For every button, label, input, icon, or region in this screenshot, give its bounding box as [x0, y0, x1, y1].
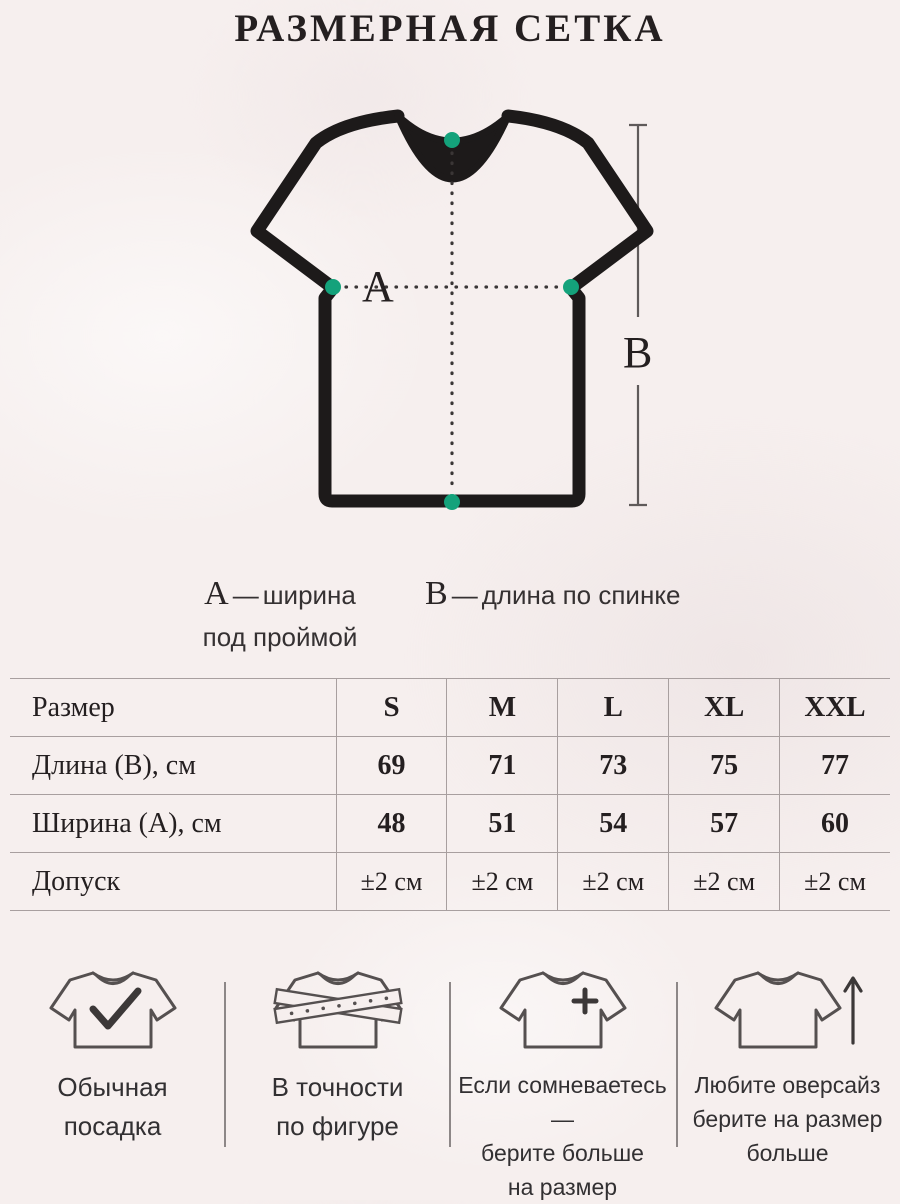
- size-table: [10, 678, 890, 911]
- tshirt-diagram-icon: [230, 95, 680, 530]
- legend-a-text-line2: под проймой: [202, 622, 358, 652]
- length-m: 71: [446, 737, 557, 794]
- tshirt-plus-icon: [483, 958, 643, 1058]
- dotted-guide-lines: [346, 153, 560, 493]
- legend-length: [425, 575, 805, 613]
- legend-a-text: ширина: [262, 580, 356, 610]
- tip-exact-fit: [225, 958, 450, 1204]
- table-header-l: L: [557, 679, 668, 736]
- tshirt-tape-icon: [258, 958, 418, 1058]
- table-header-m: M: [446, 679, 557, 736]
- tip-caption-line: Любите оверсайз: [694, 1072, 881, 1098]
- width-xl: 57: [668, 795, 779, 852]
- width-s: 48: [336, 795, 447, 852]
- table-row-length: [10, 737, 890, 795]
- table-row-tolerance: [10, 853, 890, 911]
- fit-tips: [0, 958, 900, 1204]
- row-label: Допуск: [32, 865, 121, 897]
- tip-oversize: [675, 958, 900, 1204]
- table-header-size-label: Размер: [32, 691, 115, 723]
- diagram-label-b: В: [623, 328, 653, 377]
- tip-caption-line: больше: [746, 1140, 829, 1166]
- tip-caption-line: берите на размер: [692, 1106, 883, 1132]
- tip-caption-line: по фигуре: [276, 1111, 399, 1141]
- diagram-label-a: А: [362, 262, 394, 311]
- legend-b-letter: В: [425, 575, 448, 612]
- tolerance-m: ±2 см: [446, 853, 557, 910]
- length-b-measure-line: [629, 125, 647, 505]
- length-s: 69: [336, 737, 447, 794]
- tshirt-check-icon: [33, 958, 193, 1058]
- table-header-s: S: [336, 679, 447, 736]
- tip-caption-line: В точности: [271, 1072, 404, 1102]
- length-xxl: 77: [779, 737, 890, 794]
- tip-caption-line: посадка: [63, 1111, 162, 1141]
- width-l: 54: [557, 795, 668, 852]
- row-label: Ширина (А), см: [32, 807, 222, 839]
- tshirt-measurement-diagram: [230, 95, 680, 530]
- tip-caption-line: Обычная: [57, 1072, 168, 1102]
- legend-b-dash: —: [451, 580, 478, 610]
- legend-width: [165, 575, 395, 653]
- tip-caption-line: Если сомневаетесь —: [458, 1072, 667, 1132]
- tip-caption-line: берите больше: [481, 1140, 644, 1166]
- legend-a-letter: А: [204, 575, 229, 612]
- length-l: 73: [557, 737, 668, 794]
- tip-regular-fit: [0, 958, 225, 1204]
- row-label: Длина (В), см: [32, 749, 196, 781]
- table-row-width: [10, 795, 890, 853]
- table-header-row: [10, 678, 890, 737]
- tip-caption-line: на размер: [507, 1174, 618, 1200]
- arrow-up-icon: [845, 978, 861, 1043]
- legend-b-text: длина по спинке: [481, 580, 681, 610]
- width-xxl: 60: [779, 795, 890, 852]
- page-title: РАЗМЕРНАЯ СЕТКА: [234, 7, 666, 50]
- tolerance-l: ±2 см: [557, 853, 668, 910]
- tip-size-up-if-unsure: [450, 958, 675, 1204]
- legend-a-dash: —: [232, 580, 259, 610]
- length-xl: 75: [668, 737, 779, 794]
- tolerance-xxl: ±2 см: [779, 853, 890, 910]
- width-m: 51: [446, 795, 557, 852]
- table-header-xxl: XXL: [779, 679, 890, 736]
- tshirt-oversize-icon: [708, 958, 868, 1058]
- tolerance-xl: ±2 см: [668, 853, 779, 910]
- table-header-xl: XL: [668, 679, 779, 736]
- tolerance-s: ±2 см: [336, 853, 447, 910]
